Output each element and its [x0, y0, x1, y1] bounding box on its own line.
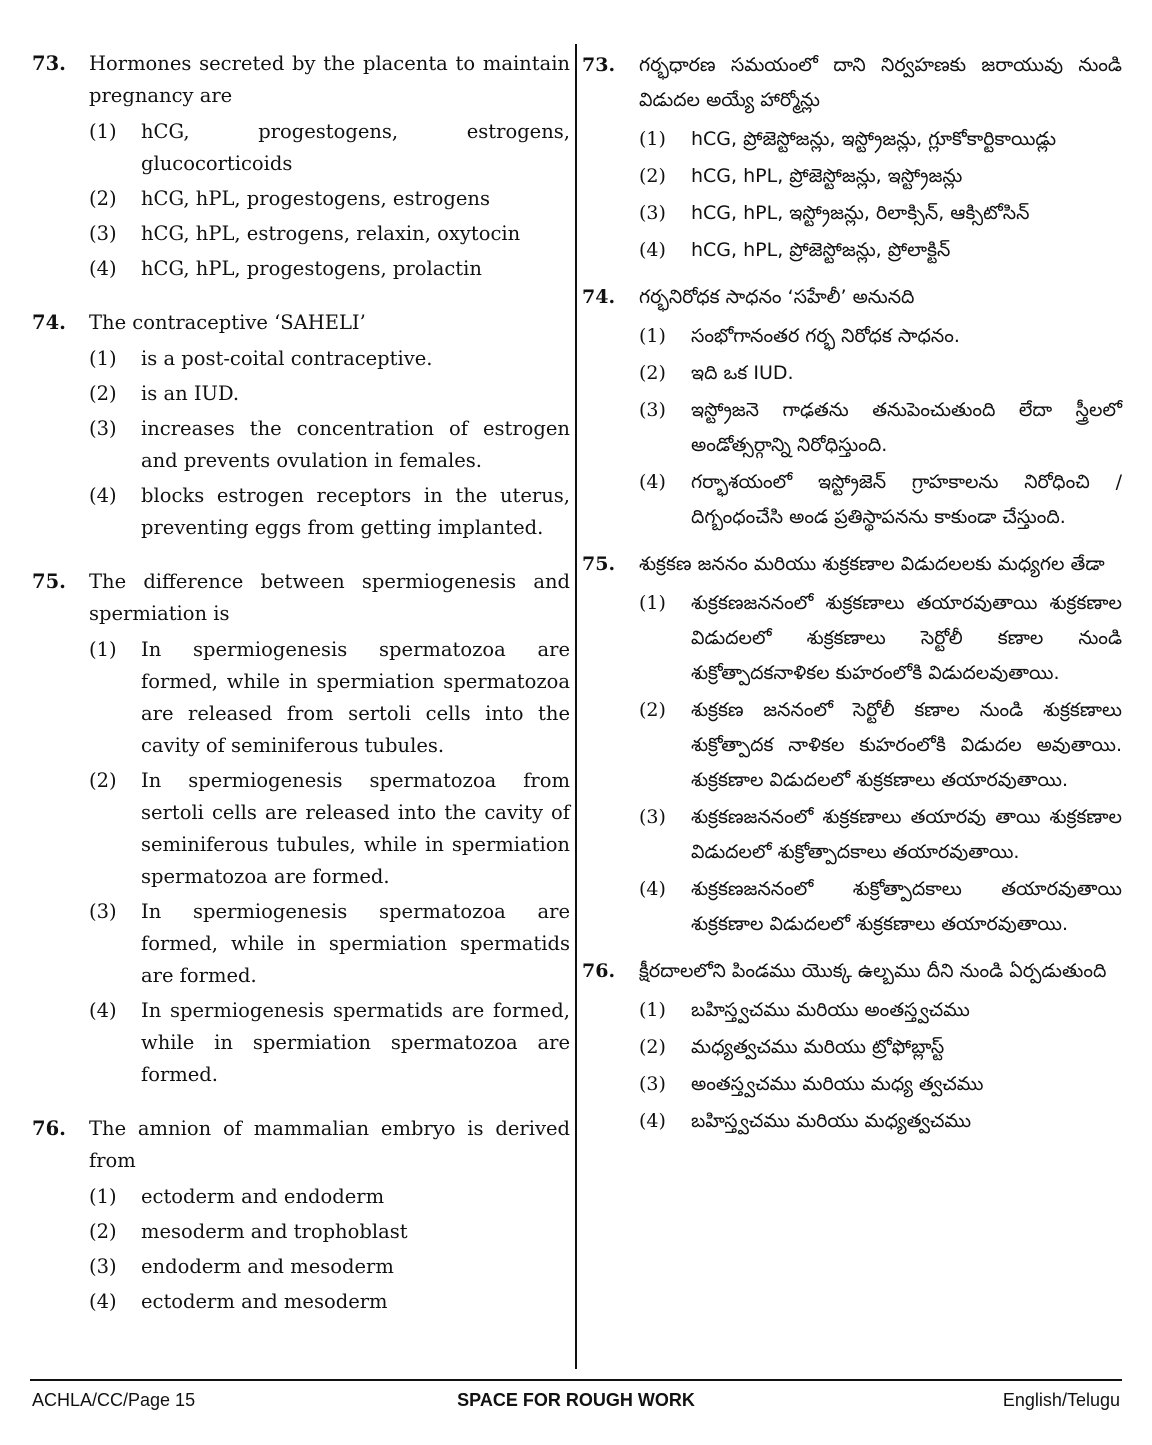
option-number: (2)	[639, 165, 666, 187]
option-1	[639, 993, 1122, 1028]
option-text: hCG, hPL, ప్రోజెస్టోజన్లు, ఇస్ట్రోజన్లు	[691, 165, 963, 187]
page-footer	[32, 1390, 1120, 1414]
option-number: (2)	[89, 769, 117, 792]
option-list	[32, 1181, 570, 1318]
option-text: hCG, hPL, ఇస్ట్రోజన్లు, రిలాక్సిన్, ఆక్సిటోసిన్	[691, 202, 1030, 224]
option-2	[89, 1216, 570, 1248]
question-75-telugu	[582, 547, 1122, 942]
option-3	[89, 218, 570, 250]
question-text: The amnion of mammalian embryo is derived from	[89, 1117, 570, 1172]
option-1	[89, 116, 570, 180]
option-1	[639, 586, 1122, 691]
option-text: శుక్రకణజననంలో శుక్రకణాలు తయారవు తాయి శుక్రకణాల విడుదలలో శుక్రోత్పాదకాలు తయారవుతాయి.	[691, 806, 1122, 863]
option-text: mesoderm and trophoblast	[141, 1220, 408, 1243]
question-text: The difference between spermiogenesis and spermiation is	[89, 570, 570, 625]
option-text: In spermiogenesis spermatozoa are formed, while in spermiation spermatozoa are released from sertoli cells into the cavity of seminiferous tubules.	[141, 638, 570, 757]
option-number: (3)	[639, 1073, 666, 1095]
option-text: శుక్రకణజననంలో శుక్రకణాలు తయారవుతాయి శుక్రకణాల విడుదలలో శుక్రకణాలు సెర్టోలీ కణాల నుండి శుక్రోత్పాదకనాళికల కుహరంలోకి విడుదలవుతాయి.	[691, 592, 1122, 684]
option-number: (4)	[639, 471, 666, 493]
option-text: ectoderm and endoderm	[141, 1185, 385, 1208]
option-number: (3)	[89, 222, 117, 245]
question-74-telugu	[582, 280, 1122, 535]
option-number: (3)	[89, 1255, 117, 1278]
option-text: hCG, hPL, estrogens, relaxin, oxytocin	[141, 222, 521, 245]
question-number: 75.	[582, 553, 616, 575]
option-4	[89, 995, 570, 1091]
option-list	[32, 343, 570, 544]
option-list	[582, 993, 1122, 1139]
option-3	[639, 800, 1122, 870]
option-4	[639, 233, 1122, 268]
option-2	[639, 159, 1122, 194]
option-number: (4)	[89, 999, 117, 1022]
rough-work-label: SPACE FOR ROUGH WORK	[457, 1390, 695, 1410]
option-2	[89, 765, 570, 893]
option-text: అంతస్త్వచము మరియు మధ్య త్వచము	[691, 1073, 984, 1095]
option-number: (2)	[89, 382, 117, 405]
option-text: is an IUD.	[141, 382, 240, 405]
question-number: 73.	[32, 52, 66, 75]
option-text: endoderm and mesoderm	[141, 1255, 394, 1278]
option-text: hCG, progestogens, estrogens, glucocorticoids	[141, 120, 570, 175]
option-number: (4)	[639, 1110, 666, 1132]
option-number: (3)	[639, 399, 666, 421]
option-text: ఇస్ట్రోజనె గాఢతను తనుపెంచుతుంది లేదా స్త్రీలలో అండోత్సర్గాన్ని నిరోధిస్తుంది.	[691, 399, 1122, 456]
option-number: (1)	[89, 347, 117, 370]
option-number: (4)	[89, 257, 117, 280]
option-number: (3)	[89, 900, 117, 923]
page-label: ACHLA/CC/Page 15	[32, 1390, 196, 1410]
option-text: శుక్రకణ జననంలో సెర్టోలీ కణాల నుండి శుక్రకణాలు శుక్రోత్పాదక నాళికల కుహరంలోకి విడుదల అవుతాయి. శుక్రకణాల విడుదలలో శుక్రకణాలు తయారవుతాయి.	[691, 699, 1122, 791]
option-4	[89, 253, 570, 285]
option-number: (1)	[639, 592, 666, 614]
option-text: hCG, hPL, progestogens, prolactin	[141, 257, 482, 280]
option-number: (1)	[89, 120, 117, 143]
telugu-column	[582, 48, 1122, 1141]
option-3	[89, 1251, 570, 1283]
question-73-english	[32, 48, 570, 285]
option-list	[32, 634, 570, 1091]
option-2	[639, 693, 1122, 798]
question-text: The contraceptive ‘SAHELI’	[89, 311, 366, 334]
option-text: ఇది ఒక IUD.	[691, 362, 794, 384]
option-text: hCG, hPL, ప్రోజెస్టోజన్లు, ప్రోలాక్టిన్	[691, 239, 951, 261]
option-number: (3)	[639, 806, 666, 828]
option-number: (1)	[89, 1185, 117, 1208]
option-text: సంభోగానంతర గర్భ నిరోధక సాధనం.	[691, 325, 960, 347]
option-text: In spermiogenesis spermatozoa are formed, while in spermiation spermatids are formed.	[141, 900, 570, 987]
question-74-english	[32, 307, 570, 544]
question-75-english	[32, 566, 570, 1091]
option-2	[89, 378, 570, 410]
option-3	[639, 196, 1122, 231]
option-4	[639, 465, 1122, 535]
option-number: (1)	[89, 638, 117, 661]
english-column	[32, 48, 570, 1321]
option-number: (2)	[89, 1220, 117, 1243]
question-text: శుక్రకణ జననం మరియు శుక్రకణాల విడుదలలకు మధ్యగల తేడా	[639, 553, 1105, 575]
question-76-english	[32, 1113, 570, 1318]
option-3	[89, 896, 570, 992]
option-number: (1)	[639, 128, 666, 150]
option-number: (4)	[89, 1290, 117, 1313]
option-2	[639, 1030, 1122, 1065]
option-4	[89, 480, 570, 544]
option-4	[639, 872, 1122, 942]
question-number: 74.	[582, 286, 616, 308]
question-76-telugu	[582, 954, 1122, 1139]
option-number: (3)	[89, 417, 117, 440]
option-number: (2)	[639, 1036, 666, 1058]
column-divider	[575, 44, 577, 1369]
option-text: hCG, ప్రోజెస్టోజన్లు, ఇస్ట్రోజన్లు, గ్లూకోకార్టికాయిడ్లు	[691, 128, 1057, 150]
option-1	[639, 122, 1122, 157]
footer-rule	[30, 1379, 1122, 1381]
option-4	[89, 1286, 570, 1318]
question-text: Hormones secreted by the placenta to maintain pregnancy are	[89, 52, 570, 107]
option-3	[639, 393, 1122, 463]
option-number: (3)	[639, 202, 666, 224]
option-text: hCG, hPL, progestogens, estrogens	[141, 187, 490, 210]
question-number: 76.	[582, 960, 616, 982]
option-number: (2)	[89, 187, 117, 210]
option-number: (1)	[639, 999, 666, 1021]
question-number: 76.	[32, 1117, 66, 1140]
option-1	[89, 1181, 570, 1213]
option-text: is a post-coital contraceptive.	[141, 347, 433, 370]
option-text: బహిస్త్వచము మరియు అంతస్త్వచము	[691, 999, 970, 1021]
option-text: In spermiogenesis spermatozoa from sertoli cells are released into the cavity of seminiferous tubules, while in spermiation spermatozoa are formed.	[141, 769, 570, 888]
question-number: 74.	[32, 311, 66, 334]
option-list	[32, 116, 570, 285]
option-text: blocks estrogen receptors in the uterus, preventing eggs from getting implanted.	[141, 484, 570, 539]
option-number: (2)	[639, 699, 666, 721]
question-text: క్షీరదాలలోని పిండము యొక్క ఉల్బము దీని నుండి ఏర్పడుతుంది	[639, 960, 1107, 982]
option-number: (1)	[639, 325, 666, 347]
option-list	[582, 586, 1122, 942]
option-3	[89, 413, 570, 477]
option-4	[639, 1104, 1122, 1139]
question-number: 73.	[582, 54, 616, 76]
option-text: మధ్యత్వచము మరియు ట్రోఫోబ్లాస్ట్	[691, 1036, 945, 1058]
option-number: (4)	[639, 239, 666, 261]
option-2	[89, 183, 570, 215]
option-text: ectoderm and mesoderm	[141, 1290, 388, 1313]
option-text: బహిస్త్వచము మరియు మధ్యత్వచము	[691, 1110, 972, 1132]
option-number: (2)	[639, 362, 666, 384]
option-list	[582, 122, 1122, 268]
option-list	[582, 319, 1122, 535]
option-number: (4)	[89, 484, 117, 507]
option-number: (4)	[639, 878, 666, 900]
question-text: గర్భనిరోధక సాధనం ‘సహేలీ’ అనునది	[639, 286, 915, 308]
option-2	[639, 356, 1122, 391]
question-73-telugu	[582, 48, 1122, 268]
option-1	[89, 634, 570, 762]
language-label: English/Telugu	[1002, 1390, 1120, 1410]
option-3	[639, 1067, 1122, 1102]
option-text: శుక్రకణజననంలో శుక్రోత్పాదకాలు తయారవుతాయి శుక్రకణాల విడుదలలో శుక్రకణాలు తయారవుతాయి.	[691, 878, 1122, 935]
option-1	[89, 343, 570, 375]
option-text: increases the concentration of estrogen and prevents ovulation in females.	[141, 417, 570, 472]
option-text: In spermiogenesis spermatids are formed, while in spermiation spermatozoa are formed.	[141, 999, 570, 1086]
question-number: 75.	[32, 570, 66, 593]
question-text: గర్భధారణ సమయంలో దాని నిర్వహణకు జరాయువు నుండి విడుదల అయ్యే హార్మోన్లు	[639, 54, 1122, 111]
option-text: గర్భాశయంలో ఇస్ట్రోజెన్ గ్రాహకాలను నిరోధించి / దిగ్బంధంచేసి అండ ప్రతిస్థాపనను కాకుండా చేస్తుంది.	[691, 471, 1122, 528]
option-1	[639, 319, 1122, 354]
